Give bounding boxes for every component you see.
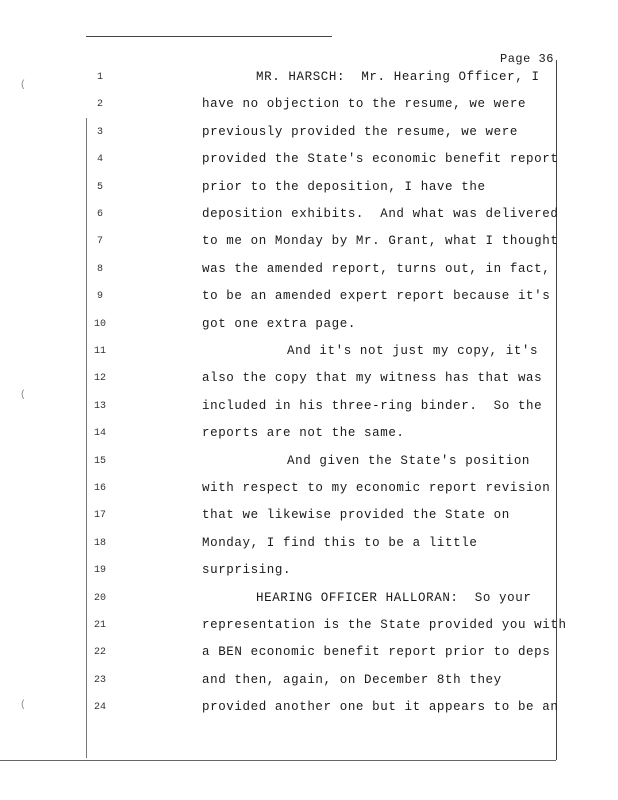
transcript-line: And it's not just my copy, it's bbox=[287, 344, 539, 358]
line-number: 1 bbox=[96, 72, 103, 83]
line-number: 2 bbox=[96, 99, 103, 111]
line-number: 15 bbox=[93, 455, 106, 467]
line-number: 13 bbox=[93, 400, 106, 412]
line-number: 11 bbox=[93, 346, 106, 357]
line-number: 21 bbox=[93, 620, 106, 631]
transcript-line: HEARING OFFICER HALLORAN: So your bbox=[256, 590, 532, 605]
transcript-line: got one extra page. bbox=[202, 316, 356, 331]
margin-speck: ( bbox=[20, 390, 27, 401]
transcript-line: prior to the deposition, I have the bbox=[202, 179, 486, 194]
margin-speck: ( bbox=[20, 700, 27, 711]
line-number: 16 bbox=[93, 483, 106, 494]
line-number: 23 bbox=[93, 674, 106, 686]
transcript-line: provided the State's economic benefit report bbox=[202, 152, 559, 167]
line-number: 9 bbox=[96, 291, 103, 303]
transcript-line: a BEN economic benefit report prior to deps bbox=[202, 645, 551, 660]
transcript-line: And given the State's position bbox=[287, 453, 531, 468]
transcript-line: deposition exhibits. And what was delivered bbox=[202, 207, 559, 221]
line-number: 6 bbox=[96, 209, 103, 220]
page-number: Page 36 bbox=[500, 52, 554, 66]
line-number: 22 bbox=[93, 647, 106, 659]
transcript-line: with respect to my economic report revision bbox=[202, 481, 551, 495]
transcript-line: provided another one but it appears to be an bbox=[202, 700, 559, 715]
transcript-line: also the copy that my witness has that was bbox=[202, 371, 543, 386]
transcript-line: previously provided the resume, we were bbox=[202, 124, 518, 139]
bottom-rule bbox=[0, 760, 556, 761]
line-number: 18 bbox=[93, 537, 106, 549]
transcript-line: and then, again, on December 8th they bbox=[202, 672, 502, 687]
transcript-line: MR. HARSCH: Mr. Hearing Officer, I bbox=[256, 70, 540, 84]
transcript-line: reports are not the same. bbox=[202, 426, 405, 441]
margin-speck: ( bbox=[20, 80, 27, 91]
transcript-line: to me on Monday by Mr. Grant, what I thought bbox=[202, 234, 559, 249]
line-number: 12 bbox=[93, 373, 106, 385]
line-number: 20 bbox=[93, 592, 106, 604]
line-number: 4 bbox=[96, 154, 103, 166]
transcript-line: to be an amended expert report because it's bbox=[202, 289, 551, 304]
line-number: 3 bbox=[96, 126, 103, 138]
top-rule bbox=[86, 36, 332, 37]
line-number: 14 bbox=[93, 428, 106, 440]
line-number: 24 bbox=[93, 702, 106, 714]
line-number: 5 bbox=[96, 181, 103, 193]
transcript-line: was the amended report, turns out, in fact, bbox=[202, 261, 551, 276]
transcript-line: representation is the State provided you with bbox=[202, 618, 567, 632]
line-number: 19 bbox=[93, 565, 106, 577]
transcript-line: surprising. bbox=[202, 563, 292, 578]
line-number: 10 bbox=[93, 318, 106, 330]
transcript-line: Monday, I find this to be a little bbox=[202, 535, 478, 550]
line-number: 7 bbox=[96, 236, 103, 248]
line-number: 8 bbox=[96, 263, 103, 275]
transcript-line: have no objection to the resume, we were bbox=[202, 97, 527, 112]
transcript-line: that we likewise provided the State on bbox=[202, 508, 510, 523]
transcript-line: included in his three-ring binder. So the bbox=[202, 398, 543, 413]
line-number: 17 bbox=[93, 510, 106, 522]
